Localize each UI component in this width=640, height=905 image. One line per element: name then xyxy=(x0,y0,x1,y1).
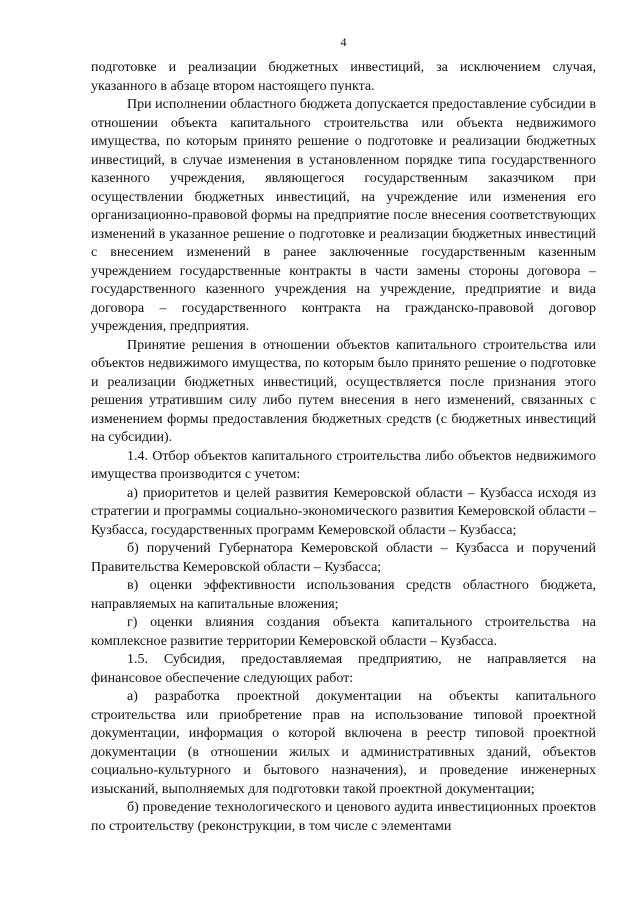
paragraph-1-4-v: в) оценки эффективности использования средств областного бюджета, направляемых на капитальные вложения; xyxy=(91,578,596,612)
paragraph-continuation: подготовке и реализации бюджетных инвестиций, за исключением случая, указанного в абзаце втором настоящего пункта. xyxy=(91,60,596,94)
paragraph-1-5-b: б) проведение технологического и ценового аудита инвестиционных проектов по строительству (реконструкции, в том числе с элементами xyxy=(91,800,596,834)
paragraph-1-4-a: а) приоритетов и целей развития Кемеровской области – Кузбасса исходя из стратегии и программы социально-экономического развития Кемеровской области – Кузбасса, государственных программ Кемеровской области – Кузбасса; xyxy=(91,485,596,538)
paragraph-1-4: 1.4. Отбор объектов капитального строительства либо объектов недвижимого имущества производится с учетом: xyxy=(91,448,596,482)
paragraph-decision-adoption: Принятие решения в отношении объектов капитального строительства или объектов недвижимого имущества, по которым было принято решение о подготовке и реализации бюджетных инвестиций, осуществляется после признания этого решения утратившим силу либо путем внесения в него изменений, связанных с изменением формы предоставления бюджетных средств (с бюджетных инвестиций на субсидии). xyxy=(91,337,596,445)
page-number: 4 xyxy=(340,35,347,49)
paragraph-1-5-a: а) разработка проектной документации на объекты капитального строительства или приобретение прав на использование типовой проектной документации, информация о которой включена в реестр типовой проектной документации (в отношении жилых и административных зданий, объектов социально-культурного и бытового назначения), и проведение инженерных изысканий, выполняемых для подготовки такой проектной документации; xyxy=(91,689,596,797)
paragraph-1-4-g: г) оценки влияния создания объекта капитального строительства на комплексное развитие территории Кемеровской области – Кузбасса. xyxy=(91,615,596,649)
paragraph-1-5: 1.5. Субсидия, предоставляемая предприятию, не направляется на финансовое обеспечение следующих работ: xyxy=(91,652,596,686)
paragraph-subsidy-provision: При исполнении областного бюджета допускается предоставление субсидии в отношении объекта капитального строительства или объекта недвижимого имущества, по которым принято решение о подготовке и реализации бюджетных инвестиций, в случае изменения в установленном порядке типа государственного казенного учреждения, являющегося государственным заказчиком при осуществлении бюджетных инвестиций, на учреждение или изменения его организационно-правовой формы на предприятие после внесения соответствующих изменений в указанное решение о подготовке и реализации бюджетных инвестиций с внесением изменений в ранее заключенные государственным казенным учреждением государственные контракты в части замены стороны договора – государственного казенного учреждения на учреждение, предприятие и вида договора – государственного контракта на гражданско-правовой договор учреждения, предприятия. xyxy=(91,97,596,334)
paragraph-1-4-b: б) поручений Губернатора Кемеровской области – Кузбасса и поручений Правительства Кемеровской области – Кузбасса; xyxy=(91,541,596,575)
